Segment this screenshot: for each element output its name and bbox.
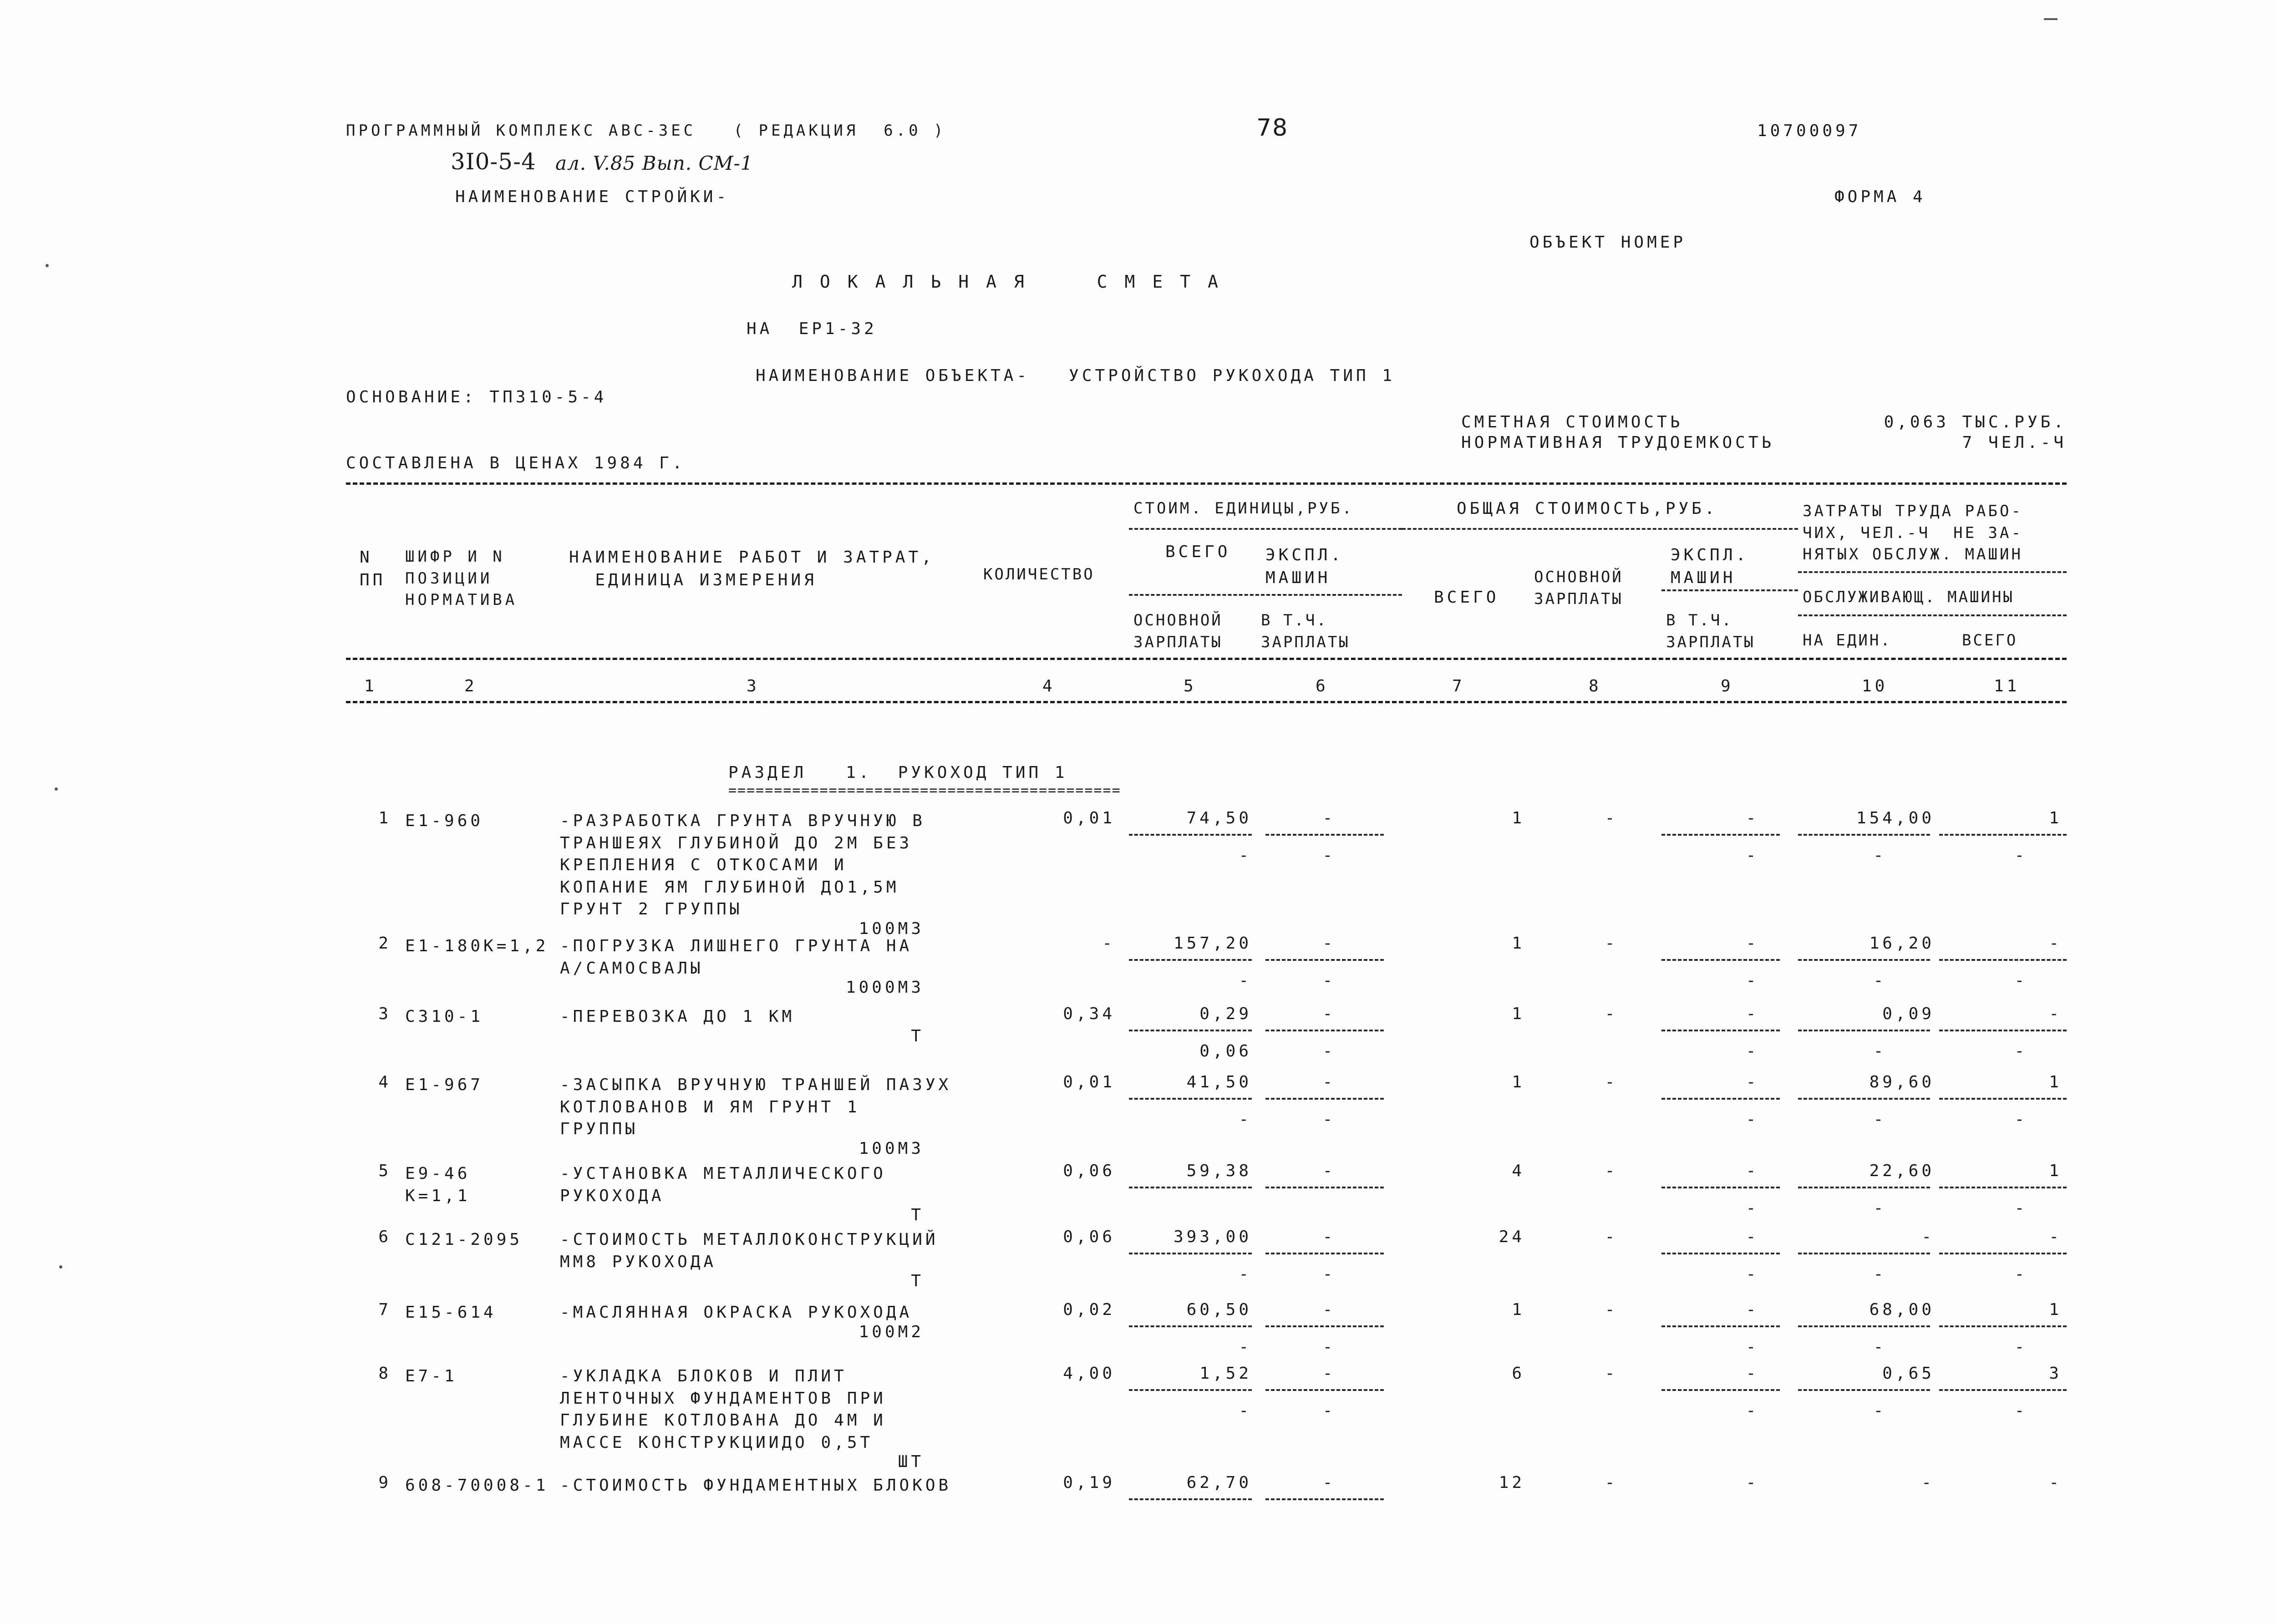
row-divider xyxy=(1939,1098,2067,1100)
total-incl-wage: - xyxy=(1746,1042,1759,1061)
work-description: -РАЗРАБОТКА ГРУНТА ВРУЧНУЮ В ТРАНШЕЯХ ГЛУБИНОЙ ДО 2М БЕЗ КРЕПЛЕНИЯ С ОТКОСАМИ И КОПАНИЕ ЯМ ГЛУБИНОЙ ДО1,5М ГРУНТ 2 ГРУППЫ xyxy=(560,812,925,919)
total-incl-wage-header: В Т.Ч. ЗАРПЛАТЫ xyxy=(1666,611,1755,651)
total-machine: - xyxy=(1746,1162,1759,1180)
row-divider xyxy=(1129,1187,1252,1188)
total-cost-header: ОБЩАЯ СТОИМОСТЬ,РУБ. xyxy=(1457,499,1718,518)
total-machine: - xyxy=(1746,1073,1759,1091)
unit-cost-machine: - xyxy=(1322,1364,1336,1383)
labor-total: - xyxy=(2049,1228,2062,1246)
total-base-wage: - xyxy=(1605,1364,1618,1383)
position-code: С310-1 xyxy=(405,1007,484,1026)
total-all-header: ВСЕГО xyxy=(1434,588,1499,607)
handwritten-reference: 3I0-5-4 xyxy=(451,148,536,175)
total-machine: - xyxy=(1746,1228,1759,1246)
labor-intensity-label: НОРМАТИВНАЯ ТРУДОЕМКОСТЬ xyxy=(1461,433,1775,452)
unit-base-wage: 0,06 xyxy=(1199,1042,1252,1061)
quantity: 0,01 xyxy=(1063,1073,1115,1091)
handwritten-album-note: ал. V.85 Вып. СМ-1 xyxy=(555,152,753,174)
position-code: С121-2095 xyxy=(405,1230,523,1249)
row-divider xyxy=(1939,1253,2067,1254)
unit-cost-total: 0,29 xyxy=(1199,1005,1252,1023)
col-n-header: N ПП xyxy=(360,548,386,590)
unit-base-wage: - xyxy=(1239,846,1252,865)
col-qty-header: КОЛИЧЕСТВО xyxy=(983,565,1095,584)
unit-of-measure: 100М3 xyxy=(859,1139,924,1158)
labor-service-unit: - xyxy=(1873,846,1887,865)
unit-cost-total: 393,00 xyxy=(1173,1228,1252,1246)
row-divider xyxy=(1939,1325,2067,1327)
labor-service-header: ОБСЛУЖИВАЮЩ. МАШИНЫ xyxy=(1803,588,2014,606)
row-divider xyxy=(1265,834,1384,836)
total-machine: - xyxy=(1746,809,1759,827)
row-divider xyxy=(1939,834,2067,836)
row-divider xyxy=(1265,1187,1384,1188)
row-divider xyxy=(1939,1030,2067,1031)
unit-cost-header: СТОИМ. ЕДИНИЦЫ,РУБ. xyxy=(1133,499,1354,518)
row-divider xyxy=(1661,1030,1780,1031)
row-divider xyxy=(1661,1253,1780,1254)
work-description: -УСТАНОВКА МЕТАЛЛИЧЕСКОГО РУКОХОДА xyxy=(560,1164,886,1205)
unit-cost-total: 157,20 xyxy=(1173,934,1252,953)
scan-speck xyxy=(2044,18,2058,20)
total-cost: 1 xyxy=(1512,1073,1525,1091)
labor-service-unit: - xyxy=(1873,1199,1887,1218)
total-cost: 6 xyxy=(1512,1364,1525,1383)
quantity: 0,06 xyxy=(1063,1162,1115,1180)
labor-per-unit: 68,00 xyxy=(1869,1300,1935,1319)
scan-speck xyxy=(55,787,58,791)
column-number: 3 xyxy=(747,677,760,695)
quantity: 0,34 xyxy=(1063,1005,1115,1023)
row-divider xyxy=(1798,1030,1930,1031)
row-divider xyxy=(1661,834,1780,836)
row-number: 1 xyxy=(378,809,391,827)
unit-cost-machine: - xyxy=(1322,1162,1336,1180)
unit-cost-total: 41,50 xyxy=(1186,1073,1252,1091)
total-cost: 1 xyxy=(1512,934,1525,953)
unit-incl-wage: - xyxy=(1322,1265,1336,1284)
unit-incl-wage: - xyxy=(1322,971,1336,990)
labor-service-total: - xyxy=(2014,1265,2028,1284)
total-incl-wage: - xyxy=(1746,1110,1759,1129)
row-number: 7 xyxy=(378,1300,391,1319)
unit-base-wage: - xyxy=(1239,1338,1252,1356)
object-number-label: ОБЪЕКТ НОМЕР xyxy=(1529,233,1687,252)
labor-total-header: ВСЕГО xyxy=(1962,631,2018,650)
section-underline: =========================================== xyxy=(728,782,1121,798)
row-divider xyxy=(1265,1098,1384,1100)
unit-cost-machine: - xyxy=(1322,1300,1336,1319)
labor-service-total: - xyxy=(2014,1110,2028,1129)
unit-incl-wage: - xyxy=(1322,1401,1336,1420)
labor-service-unit: - xyxy=(1873,971,1887,990)
labor-service-unit: - xyxy=(1873,1110,1887,1129)
unit-incl-wage: - xyxy=(1322,846,1336,865)
row-number: 6 xyxy=(378,1228,391,1246)
quantity: - xyxy=(1102,934,1115,953)
row-divider xyxy=(1129,1030,1252,1031)
row-divider xyxy=(1265,1325,1384,1327)
column-number: 1 xyxy=(364,677,377,695)
row-divider xyxy=(1798,1325,1930,1327)
unit-of-measure: 1000М3 xyxy=(845,978,924,997)
quantity: 0,06 xyxy=(1063,1228,1115,1246)
labor-service-total: - xyxy=(2014,1199,2028,1218)
labor-per-unit: 154,00 xyxy=(1856,809,1935,827)
position-code: Е1-967 xyxy=(405,1076,484,1094)
column-number: 8 xyxy=(1589,677,1602,695)
unit-incl-wage: - xyxy=(1322,1338,1336,1356)
row-divider xyxy=(1129,834,1252,836)
total-incl-wage: - xyxy=(1746,1265,1759,1284)
row-divider xyxy=(1798,959,1930,961)
labor-total: 1 xyxy=(2049,1162,2062,1180)
unit-incl-wage: - xyxy=(1322,1110,1336,1129)
row-divider xyxy=(1661,959,1780,961)
total-machine: - xyxy=(1746,1364,1759,1383)
unit-of-measure: Т xyxy=(911,1272,924,1290)
total-machine: - xyxy=(1746,1300,1759,1319)
column-number: 6 xyxy=(1316,677,1329,695)
position-code: Е7-1 xyxy=(405,1367,457,1385)
total-base-wage: - xyxy=(1605,1073,1618,1091)
total-machine: - xyxy=(1746,934,1759,953)
row-number: 9 xyxy=(378,1473,391,1492)
total-incl-wage: - xyxy=(1746,1199,1759,1218)
row-divider xyxy=(1265,1253,1384,1254)
price-basis: СОСТАВЛЕНА В ЦЕНАХ 1984 Г. xyxy=(346,454,686,472)
unit-base-wage: - xyxy=(1239,971,1252,990)
row-divider xyxy=(1129,959,1252,961)
unit-base-wage: - xyxy=(1239,1401,1252,1420)
total-incl-wage: - xyxy=(1746,971,1759,990)
page-number: 78 xyxy=(1256,114,1289,142)
work-description: -СТОИМОСТЬ МЕТАЛЛОКОНСТРУКЦИЙ ММ8 РУКОХОДА xyxy=(560,1230,939,1271)
estimated-cost-label: СМЕТНАЯ СТОИМОСТЬ xyxy=(1461,413,1683,431)
labor-service-unit: - xyxy=(1873,1338,1887,1356)
unit-cost-machine: - xyxy=(1322,809,1336,827)
total-cost: 24 xyxy=(1499,1228,1525,1246)
total-base-wage: - xyxy=(1605,934,1618,953)
total-cost: 1 xyxy=(1512,1005,1525,1023)
row-divider xyxy=(1798,1389,1930,1391)
labor-service-total: - xyxy=(2014,1401,2028,1420)
col-code-header: ШИФР И N ПОЗИЦИИ НОРМАТИВА xyxy=(405,548,518,609)
section-title: РАЗДЕЛ 1. РУКОХОД ТИП 1 xyxy=(728,763,1068,782)
work-description: -СТОИМОСТЬ ФУНДАМЕНТНЫХ БЛОКОВ xyxy=(560,1476,952,1495)
total-base-wage-header: ОСНОВНОЙ ЗАРПЛАТЫ xyxy=(1534,568,1623,608)
labor-per-unit: 0,09 xyxy=(1882,1005,1935,1023)
unit-cost-total: 74,50 xyxy=(1186,809,1252,827)
labor-per-unit: 16,20 xyxy=(1869,934,1935,953)
work-description: -УКЛАДКА БЛОКОВ И ПЛИТ ЛЕНТОЧНЫХ ФУНДАМЕНТОВ ПРИ ГЛУБИНЕ КОТЛОВАНА ДО 4М И МАССЕ КОНСТРУКЦИИДО 0,5Т xyxy=(560,1367,886,1452)
scan-speck xyxy=(46,264,49,267)
column-number: 7 xyxy=(1452,677,1465,695)
total-cost: 4 xyxy=(1512,1162,1525,1180)
labor-total: 1 xyxy=(2049,1073,2062,1091)
row-divider xyxy=(1129,1389,1252,1391)
total-incl-wage: - xyxy=(1746,1338,1759,1356)
labor-per-unit: 22,60 xyxy=(1869,1162,1935,1180)
col-name-header: НАИМЕНОВАНИЕ РАБОТ И ЗАТРАТ, ЕДИНИЦА ИЗМЕРЕНИЯ xyxy=(569,548,935,590)
row-divider xyxy=(1939,1187,2067,1188)
unit-base-wage: - xyxy=(1239,1265,1252,1284)
row-divider xyxy=(1798,1098,1930,1100)
unit-of-measure: 100М3 xyxy=(859,919,924,938)
unit-cost-machine: - xyxy=(1322,1005,1336,1023)
labor-intensity-value: 7 ЧЕЛ.-Ч xyxy=(1962,433,2067,452)
unit-cost-total: 1,52 xyxy=(1199,1364,1252,1383)
row-divider xyxy=(1129,1325,1252,1327)
column-number: 9 xyxy=(1721,677,1734,695)
total-base-wage: - xyxy=(1605,1473,1618,1492)
unit-cost-total: 62,70 xyxy=(1186,1473,1252,1492)
labor-total: - xyxy=(2049,934,2062,953)
row-divider xyxy=(1939,1389,2067,1391)
unit-incl-wage-header: В Т.Ч. ЗАРПЛАТЫ xyxy=(1261,611,1350,651)
row-divider xyxy=(1265,1498,1384,1500)
position-code: Е1-960 xyxy=(405,812,484,830)
document-title: ЛОКАЛЬНАЯ СМЕТА xyxy=(792,272,1236,292)
column-number: 4 xyxy=(1042,677,1056,695)
labor-header: ЗАТРАТЫ ТРУДА РАБО- ЧИХ, ЧЕЛ.-Ч НЕ ЗА- НЯТЫХ ОБСЛУЖ. МАШИН xyxy=(1803,502,2023,564)
row-divider xyxy=(1129,1253,1252,1254)
position-code: 608-70008-1 xyxy=(405,1476,549,1495)
quantity: 0,01 xyxy=(1063,809,1115,827)
total-machine: - xyxy=(1746,1005,1759,1023)
unit-of-measure: 100М2 xyxy=(859,1323,924,1341)
labor-service-total: - xyxy=(2014,846,2028,865)
row-divider xyxy=(1798,834,1930,836)
estimated-cost-value: 0,063 ТЫС.РУБ. xyxy=(1884,413,2067,431)
labor-service-unit: - xyxy=(1873,1042,1887,1061)
row-divider xyxy=(1129,1098,1252,1100)
quantity: 0,19 xyxy=(1063,1473,1115,1492)
column-number: 10 xyxy=(1862,677,1888,695)
scan-speck xyxy=(59,1265,62,1269)
labor-total: - xyxy=(2049,1473,2062,1492)
labor-per-unit: 0,65 xyxy=(1882,1364,1935,1383)
labor-total: 3 xyxy=(2049,1364,2062,1383)
unit-machine-header: ЭКСПЛ. МАШИН xyxy=(1265,546,1344,588)
labor-total: 1 xyxy=(2049,1300,2062,1319)
labor-service-total: - xyxy=(2014,1338,2028,1356)
row-divider xyxy=(1661,1325,1780,1327)
program-name: ПРОГРАММНЫЙ КОМПЛЕКС АВС-ЗЕС ( РЕДАКЦИЯ 6.0 ) xyxy=(346,122,946,140)
quantity: 0,02 xyxy=(1063,1300,1115,1319)
labor-service-unit: - xyxy=(1873,1401,1887,1420)
position-code: Е1-180К=1,2 xyxy=(405,937,549,955)
unit-cost-total: 60,50 xyxy=(1186,1300,1252,1319)
unit-of-measure: Т xyxy=(911,1027,924,1045)
form-number: ФОРМА 4 xyxy=(1834,188,1926,206)
row-number: 2 xyxy=(378,934,391,953)
row-divider xyxy=(1661,1187,1780,1188)
row-number: 5 xyxy=(378,1162,391,1180)
total-base-wage: - xyxy=(1605,1162,1618,1180)
labor-total: 1 xyxy=(2049,809,2062,827)
work-description: -ПЕРЕВОЗКА ДО 1 КМ xyxy=(560,1007,795,1026)
unit-cost-machine: - xyxy=(1322,934,1336,953)
unit-total-header: ВСЕГО xyxy=(1165,543,1231,561)
row-divider xyxy=(1939,959,2067,961)
row-divider xyxy=(1265,1030,1384,1031)
position-code: Е9-46 К=1,1 xyxy=(405,1164,471,1205)
total-incl-wage: - xyxy=(1746,1401,1759,1420)
unit-base-wage: - xyxy=(1239,1110,1252,1129)
total-base-wage: - xyxy=(1605,809,1618,827)
basis: ОСНОВАНИЕ: ТП310-5-4 xyxy=(346,388,607,406)
total-base-wage: - xyxy=(1605,1300,1618,1319)
labor-total: - xyxy=(2049,1005,2062,1023)
labor-per-unit: 89,60 xyxy=(1869,1073,1935,1091)
column-number: 5 xyxy=(1184,677,1197,695)
estimate-for: НА ЕР1-32 xyxy=(747,320,877,338)
work-description: -ЗАСЫПКА ВРУЧНУЮ ТРАНШЕЙ ПАЗУХ КОТЛОВАНОВ И ЯМ ГРУНТ 1 ГРУППЫ xyxy=(560,1076,952,1139)
total-cost: 1 xyxy=(1512,809,1525,827)
row-number: 3 xyxy=(378,1005,391,1023)
row-divider xyxy=(1661,1389,1780,1391)
labor-service-total: - xyxy=(2014,1042,2028,1061)
labor-per-unit: - xyxy=(1921,1473,1935,1492)
unit-incl-wage: - xyxy=(1322,1042,1336,1061)
total-base-wage: - xyxy=(1605,1005,1618,1023)
unit-cost-machine: - xyxy=(1322,1073,1336,1091)
unit-of-measure: ШТ xyxy=(898,1452,924,1471)
row-divider xyxy=(1798,1253,1930,1254)
unit-cost-machine: - xyxy=(1322,1228,1336,1246)
labor-service-total: - xyxy=(2014,971,2028,990)
labor-service-unit: - xyxy=(1873,1265,1887,1284)
construction-name-label: НАИМЕНОВАНИЕ СТРОЙКИ- xyxy=(455,188,730,206)
total-incl-wage: - xyxy=(1746,846,1759,865)
unit-cost-total: 59,38 xyxy=(1186,1162,1252,1180)
work-description: -МАСЛЯННАЯ ОКРАСКА РУКОХОДА xyxy=(560,1303,913,1322)
total-machine-header: ЭКСПЛ. МАШИН xyxy=(1671,546,1749,588)
row-divider xyxy=(1265,959,1384,961)
unit-base-wage-header: ОСНОВНОЙ ЗАРПЛАТЫ xyxy=(1133,611,1223,651)
column-number: 11 xyxy=(1994,677,2020,695)
labor-unit-header: НА ЕДИН. xyxy=(1803,631,1892,650)
object-name: НАИМЕНОВАНИЕ ОБЪЕКТА- УСТРОЙСТВО РУКОХОДА ТИП 1 xyxy=(756,366,1396,385)
total-cost: 1 xyxy=(1512,1300,1525,1319)
labor-per-unit: - xyxy=(1921,1228,1935,1246)
row-divider xyxy=(1661,1098,1780,1100)
position-code: Е15-614 xyxy=(405,1303,497,1322)
document-code: 10700097 xyxy=(1757,122,1862,140)
unit-of-measure: Т xyxy=(911,1206,924,1224)
total-machine: - xyxy=(1746,1473,1759,1492)
column-number: 2 xyxy=(464,677,478,695)
total-cost: 12 xyxy=(1499,1473,1525,1492)
row-number: 4 xyxy=(378,1073,391,1091)
quantity: 4,00 xyxy=(1063,1364,1115,1383)
row-divider xyxy=(1265,1389,1384,1391)
total-base-wage: - xyxy=(1605,1228,1618,1246)
unit-cost-machine: - xyxy=(1322,1473,1336,1492)
row-divider xyxy=(1798,1187,1930,1188)
row-number: 8 xyxy=(378,1364,391,1383)
row-divider xyxy=(1129,1498,1252,1500)
work-description: -ПОГРУЗКА ЛИШНЕГО ГРУНТА НА А/САМОСВАЛЫ xyxy=(560,937,913,978)
